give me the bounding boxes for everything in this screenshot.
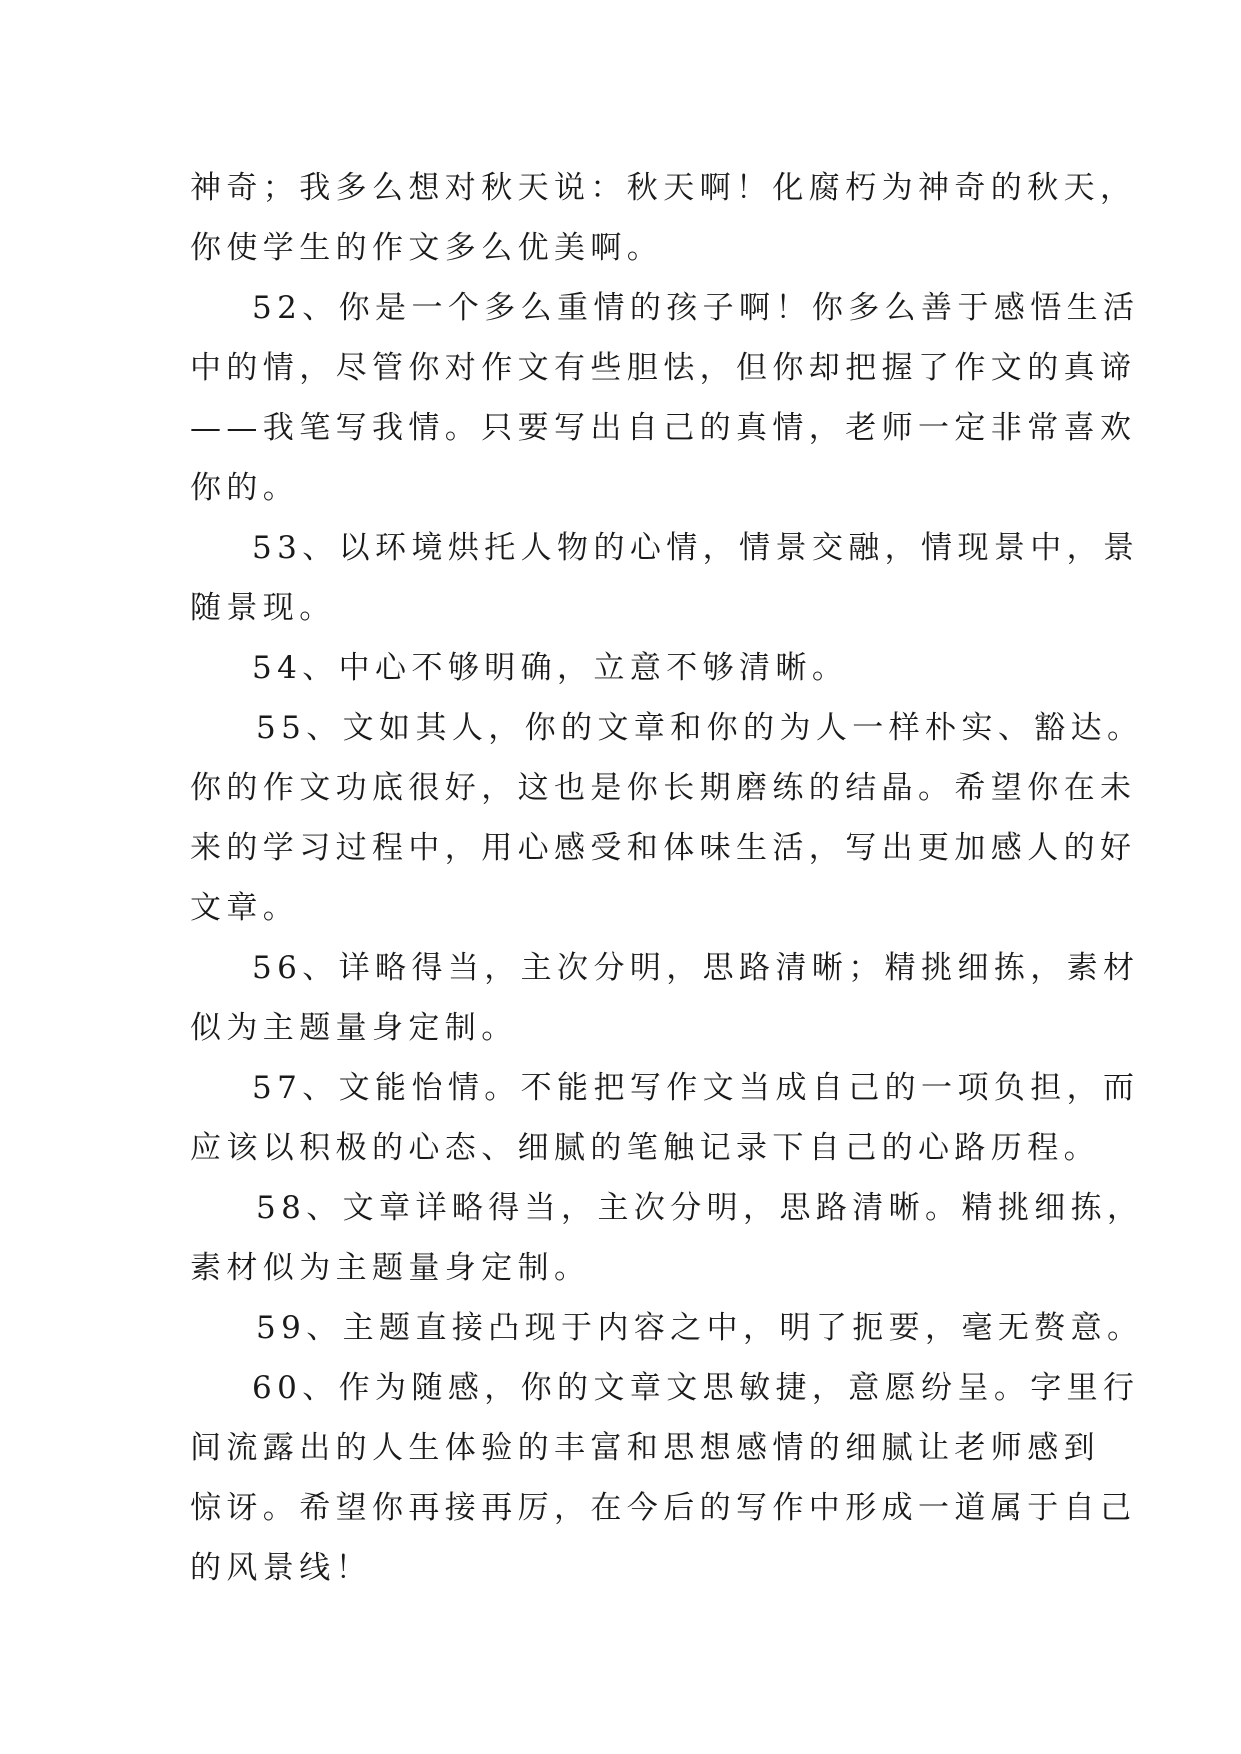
paragraph-53-start: 53、以环境烘托人物的心情，情景交融，情现景中，景 <box>252 530 1140 566</box>
text-line: 的风景线！ <box>190 1550 372 1586</box>
text-line: 应该以积极的心态、细腻的笔触记录下自己的心路历程。 <box>190 1130 1100 1166</box>
text-line: 神奇；我多么想对秋天说：秋天啊！化腐朽为神奇的秋天， <box>190 170 1137 206</box>
paragraph-58-start: 58、文章详略得当，主次分明，思路清晰。精挑细拣， <box>256 1190 1144 1226</box>
text-line: 间流露出的人生体验的丰富和思想感情的细腻让老师感到 <box>190 1430 1100 1466</box>
text-line: ——我笔写我情。只要写出自己的真情，老师一定非常喜欢 <box>190 410 1137 446</box>
paragraph-60-start: 60、作为随感，你的文章文思敏捷，意愿纷呈。字里行 <box>252 1370 1140 1406</box>
paragraph-57-start: 57、文能怡情。不能把写作文当成自己的一项负担，而 <box>252 1070 1140 1106</box>
text-line: 似为主题量身定制。 <box>190 1010 518 1046</box>
text-line: 素材似为主题量身定制。 <box>190 1250 591 1286</box>
paragraph-55-start: 55、文如其人，你的文章和你的为人一样朴实、豁达。 <box>256 710 1144 746</box>
paragraph-59: 59、主题直接凸现于内容之中，明了扼要，毫无赘意。 <box>256 1310 1144 1346</box>
text-line: 惊讶。希望你再接再厉，在今后的写作中形成一道属于自己 <box>190 1490 1137 1526</box>
text-line: 中的情，尽管你对作文有些胆怯，但你却把握了作文的真谛 <box>190 350 1137 386</box>
text-line: 来的学习过程中，用心感受和体味生活，写出更加感人的好 <box>190 830 1137 866</box>
paragraph-52-start: 52、你是一个多么重情的孩子啊！你多么善于感悟生活 <box>252 290 1140 326</box>
text-line: 你的作文功底很好，这也是你长期磨练的结晶。希望你在未 <box>190 770 1137 806</box>
text-line: 随景现。 <box>190 590 336 626</box>
text-line: 你使学生的作文多么优美啊。 <box>190 230 664 266</box>
text-line: 你的。 <box>190 470 300 506</box>
paragraph-56-start: 56、详略得当，主次分明，思路清晰；精挑细拣，素材 <box>252 950 1140 986</box>
text-line: 文章。 <box>190 890 300 926</box>
paragraph-54: 54、中心不够明确，立意不够清晰。 <box>252 650 849 686</box>
